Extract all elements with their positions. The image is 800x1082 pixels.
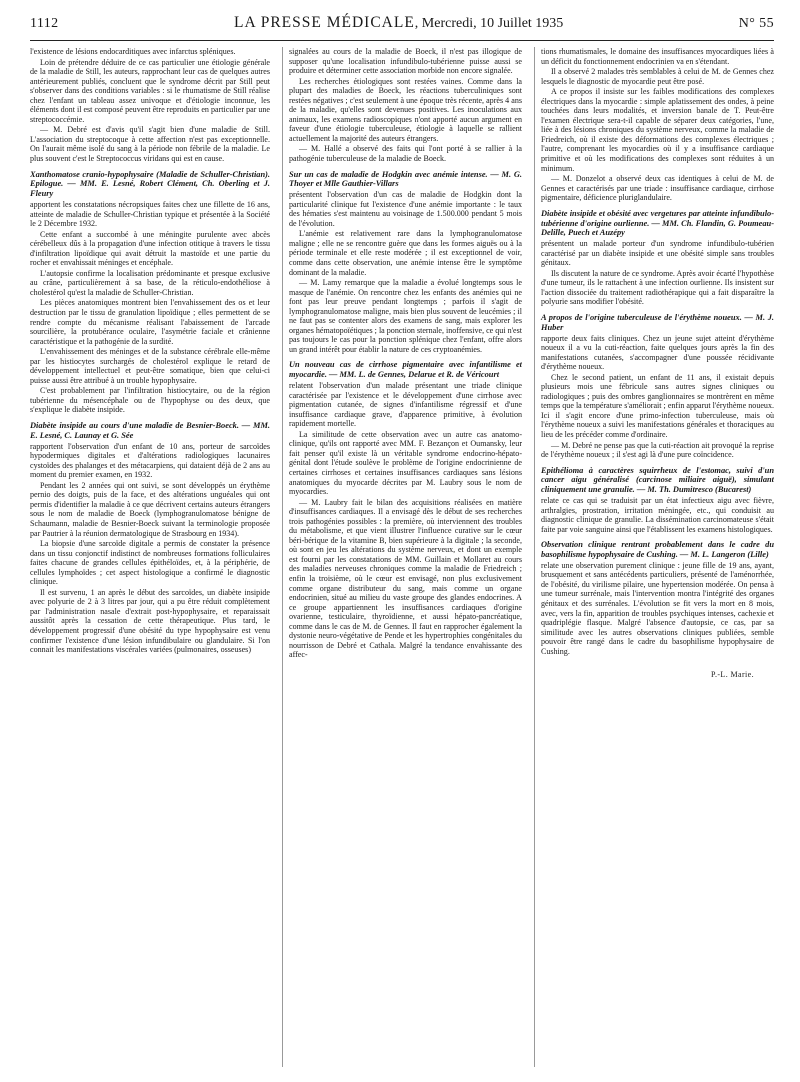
paragraph: — M. Donzelot a observé deux cas identiques à celui de M. de Gennes et caractérisés par une triade : insuffisance cardiaque, cirrhose pigmentaire, déficience pluriglandulaire. bbox=[541, 174, 774, 203]
column-2 bbox=[282, 47, 522, 1067]
paragraph: Loin de prétendre déduire de ce cas particulier une étiologie générale de la maladie de Still, les auteurs, rapprochant leur cas de quelques autres antérieurement publiés, concluent que le syndrome décrit par Still peut s'observer dans des conditions variables : si le rhumatisme de Still réalise chez l'enfant un tableau assez univoque et d'étiologie inconnue, les éléments dont il est composé peuvent être reproduits en particulier par une streptococcémie. bbox=[30, 57, 270, 124]
paragraph: Il a observé 2 malades très semblables à celui de M. de Gennes chez lesquels le diagnostic de myocardie peut être posé. bbox=[541, 67, 774, 86]
issue-number: N° 55 bbox=[738, 16, 774, 31]
journal-title: LA PRESSE MÉDICALE bbox=[234, 14, 415, 31]
issue-date: , Mercredi, 10 Juillet 1935 bbox=[414, 16, 564, 31]
paragraph: L'anémie est relativement rare dans la lymphogranulomatose maligne ; elle ne se rencontre guère que dans les formes aiguës ou à la période terminale et elle reste modérée ; il est exceptionnel de voir, comme dans cette observation, une anémie intense être le symptôme dominant de la maladie. bbox=[289, 229, 522, 277]
journal-masthead bbox=[234, 14, 563, 32]
paragraph: — M. Debré ne pense pas que la cuti-réaction ait provoqué la reprise de l'érythème noueux ; il s'est agi là d'une pure coïncidence. bbox=[541, 440, 774, 460]
paragraph: présentent l'observation d'un cas de maladie de Hodgkin dont la particularité clinique fut l'existence d'une anémie importante : le taux des hématies s'est maintenu au voisinage de 1.500.000 pendant 5 mois de l'évolution. bbox=[289, 190, 522, 228]
paragraph: Les pièces anatomiques montrent bien l'envahissement des os et leur destruction par le tissu de granulation lipoïdique ; elles permettent de se rendre compte du mécanisme réalisant l'abaissement de l'arcade sourcilière, la protubérance oculaire, l'asymétrie faciale et crânienne caractéristique et la pathogénie de la surdité. bbox=[30, 298, 270, 346]
paragraph: Les recherches étiologiques sont restées vaines. Comme dans la plupart des maladies de Boeck, les réactions tuberculiniques sont restées négatives ; c'est seulement à une époque très récente, après 4 ans de la maladie, qu'elles sont devenues positives. Les inoculations aux animaux, les examens radioscopiques n'ont apporté aucun argument en faveur d'une étiologie tuberculeuse, étiologie à laquelle se rallient actuellement la majorité des auteurs étrangers. bbox=[289, 76, 522, 143]
paragraph: A ce propos il insiste sur les faibles modifications des complexes électriques dans la myocardie : simple aplatissement des ondes, à peine touchées dans leurs modalités, et inversion banale de T. Peut-être l'examen électrique sera-t-il capable de séparer deux catégories, l'une, liée à des lésions chroniques du système nerveux, comme la maladie de Friedreich, où il existe des déformations des complexes électriques ; l'autre, comprenant les myocardies où il y a insuffisance cardiaque primitive et où les modifications des complexes sont réduites à un minimum. bbox=[541, 87, 774, 173]
paragraph: rapportent l'observation d'un enfant de 10 ans, porteur de sarcoïdes hypodermiques digitales et d'altérations radiologiques lacunaires cystoïdes des phalanges et des métacarpiens, qui dataient déjà de 2 ans au moment du premier examen, en 1932. bbox=[30, 441, 270, 480]
article-columns bbox=[30, 47, 774, 1067]
column-1 bbox=[30, 47, 270, 1067]
author-signature: P.-L. Marie. bbox=[710, 670, 754, 680]
section-heading: Xanthomatose cranio-hypophysaire (Maladie de Schuller-Christian). Epilogue. — MM. E. Lesné, Robert Clément, Ch. Oberling et J. Fleury bbox=[30, 169, 270, 199]
paragraph: Il est survenu, 1 an après le début des sarcoïdes, un diabète insipide avec polyurie de 2 à 3 litres par jour, qui a pu être réduit complètement par l'administration nasale d'extrait post-hypophysaire, et reparaissait aussitôt après la cessation de cette thérapeutique. Plus tard, le développement progressif d'une obésité du type hypophysaire est venu confirmer l'existence d'une lésion infundibulaire ou glandulaire. Si l'on connait les manifestations viscérales variées (pulmonaires, osseuses) bbox=[30, 587, 270, 655]
paragraph: relate ce cas qui se traduisit par un état infectieux aigu avec fièvre, arthralgies, prostration, irritation méningée, etc., qui conduisit au diagnostic clinique de granulie. La dissémination carcinomateuse s'était faite par voie sanguine ainsi que l'établissent les examens histologiques. bbox=[541, 496, 774, 534]
paragraph: Cette enfant a succombé à une méningite purulente avec abcès cérébelleux dûs à la propagation d'une infection otitique à travers le tissu d'infiltration lipoïdique qui avait détruit la mastoïde et une partie du rocher et envahissait méninges et encéphale. bbox=[30, 229, 270, 268]
paragraph: C'est probablement par l'infiltration histiocytaire, ou de la région tubérienne du mésencéphale ou de l'hypophyse ou des deux, que s'explique le diabète insipide. bbox=[30, 386, 270, 415]
paragraph: Pendant les 2 années qui ont suivi, se sont développés un érythème pernio des doigts, puis de la face, et des altérations unguéales qui ont permis d'identifier la maladie à ce que décrivent certains auteurs étrangers sous le nom de maladie de Boeck (lymphogranulomatose bénigne de Schaumann, maladie de Besnier-Boeck suivant la terminologie proposée par Pautrier à la réunion dermatologique de Strasbourg en 1934). bbox=[30, 480, 270, 538]
paragraph: — M. Debré est d'avis qu'il s'agit bien d'une maladie de Still. L'association du streptocoque à cette affection n'est pas exceptionnelle. On l'aurait même isolé du sang à la période non fébrile de la maladie. Le plus souvent c'est le Streptococcus viridans qui est en cause. bbox=[30, 125, 270, 164]
section-heading: Diabète insipide et obésité avec vergetures par atteinte infundibulo-tubérienne d'origine ourlienne. — MM. Ch. Flandin, G. Poumeau-Delille, Puech et Auzépy bbox=[541, 208, 774, 238]
paragraph: Ils discutent la nature de ce syndrome. Après avoir écarté l'hypothèse d'une tumeur, ils le rattachent à une infection ourlienne. Ils insistent sur l'action dissociée du traitement radiothérapique qui a fait disparaître la polyurie sans modifier l'obésité. bbox=[541, 268, 774, 307]
section-heading: Observation clinique rentrant probablement dans le cadre du basophilisme hypophysaire de Cushing. — M. L. Langeron (Lille) bbox=[541, 540, 774, 560]
paragraph: — M. Laubry fait le bilan des acquisitions réalisées en matière d'insuffisances cardiaques. Il a envisagé dès le début de ses recherches trois pathogénies possibles : la première, où interviennent des troubles du métabolisme, et que vient illustrer l'influence curative sur le cœur béri-bérique de la vitamine B, bien supérieure à la digitale ; la seconde, où sont en jeu les altérations du système nerveux, et dont un exemple est fourni par les constatations de MM. Guillain et Mollaret au cours des maladies nerveuses chroniques comme la maladie de Friedreich ; enfin la troisième, où le cœur est envisagé, non plus exclusivement comme organe distributeur du sang, mais comme un organe endocrinien, situé au milieu du vaste groupe des glandes endocrines. A ce groupe appartiennent les insuffisances cardiaques d'origine ovarienne, testiculaire, thyroïdienne, et aussi hépato-pancréatique, comme dans le cas de M. de Gennes. Il faut en rapprocher également la dystonie neuro-végétative de Pende et les hypertrophies congénitales du nourrisson de Debré et Cathala. Malgré la tendance envahissante des affec- bbox=[289, 497, 522, 660]
column-3 bbox=[534, 47, 774, 1067]
paragraph: — M. Hallé a observé des faits qui l'ont porté à se rallier à la pathogénie tuberculeuse de la maladie de Boeck. bbox=[289, 144, 522, 164]
paragraph: — M. Lamy remarque que la maladie a évolué longtemps sous le masque de l'anémie. On rencontre chez les enfants des anémies qui ne font pas leur preuve pendant longtemps ; parfois il s'agit de lymphogranulomatose maligne, mais bien plus souvent de leucémies ; il ne faut pas se contenter alors des examens de sang, mais explorer les organes hématopoïétiques ; la ponction sternale, inoffensive, ce qui n'est pas toujours le cas pour la ponction splénique chez l'enfant, offre alors un grand intérêt pour établir la nature de ces cryptoanémies. bbox=[289, 278, 522, 354]
paragraph: présentent un malade porteur d'un syndrome infundibulo-tubérien caractérisé par un diabète insipide et une obésité simple sans troubles génitaux. bbox=[541, 239, 774, 268]
paragraph: signalées au cours de la maladie de Boeck, il n'est pas illogique de supposer qu'une localisation infundibulo-tubérienne puisse aussi se produire et déterminer cette association morbide non encore signalée. bbox=[289, 47, 522, 76]
section-heading: A propos de l'origine tuberculeuse de l'érythème noueux. — M. J. Huber bbox=[541, 312, 774, 332]
paragraph: relate une observation purement clinique : jeune fille de 19 ans, ayant, brusquement et sans antécédents particuliers, présenté de l'aménorrhée, de l'obésité, du virilisme pilaire, une hypertension modérée. On pensa à une tumeur surrénale, mais l'intervention montra l'intégrité des organes génitaux et des surrénales. L'évolution se fit vers la mort en 8 mois, avec, vers la fin, apparition de troubles psychiques intenses, cachexie et quadriplégie flasque. Malgré l'absence d'autopsie, ce cas, par sa similitude avec les autres observations cliniques publiées, semble pouvoir être rangé dans le cadre du basophilisme hypophysaire de Cushing. bbox=[541, 560, 774, 656]
paragraph: La similitude de cette observation avec un autre cas anatomo-clinique, qu'ils ont rapporté avec MM. F. Bezançon et Oumansky, leur fait penser qu'il existe là un véritable syndrome endocrino-hépato-génital dont l'étude soulève le problème de l'origine endocrinienne de certaines cirrhoses et certaines insuffisances cardiaques sans lésions anatomiques du myocarde décrites par M. Laubry sous le nom de myocardies. bbox=[289, 429, 522, 497]
paragraph: l'existence de lésions endocarditiques avec infarctus spléniques. bbox=[30, 47, 236, 56]
section-heading: Epithélioma à caractères squirrheux de l'estomac, suivi d'un cancer aigu généralisé (carcinose miliaire aiguë), simulant cliniquement une granulie. — M. Th. Dumitresco (Bucarest) bbox=[541, 465, 774, 495]
page-number: 1112 bbox=[30, 16, 59, 31]
paragraph: L'envahissement des méninges et de la substance cérébrale elle-même par les histiocytes surchargés de cholestérol explique le retard de développement intellectuel et peut-être somatique, bien que celui-ci puisse aussi être attribué à un trouble hypophysaire. bbox=[30, 347, 270, 385]
section-heading: Sur un cas de maladie de Hodgkin avec anémie intense. — M. G. Thoyer et Mlle Gauthier-Villars bbox=[289, 169, 522, 189]
paragraph: tions rhumatismales, le domaine des insuffisances myocardiques liées à un déficit du fonctionnement endocrinien va en s'étendant. bbox=[541, 47, 774, 66]
section-heading: Un nouveau cas de cirrhose pigmentaire avec infantilisme et myocardie. — MM. L. de Gennes, Delarue et R. de Véricourt bbox=[289, 360, 522, 380]
paragraph: apportent les constatations nécropsiques faites chez une fillette de 16 ans, atteinte de maladie de Schuller-Christian typique et présentée à la Société le 2 Décembre 1932. bbox=[30, 199, 270, 229]
paragraph: La biopsie d'une sarcoïde digitale a permis de constater la présence dans un tissu conjonctif indistinct de nombreuses formations folliculaires faites chacune de grandes cellules épithéloïdes, et, à la périphérie, de cellules lymphoïdes ; cet aspect histologique a confirmé le diagnostic clinique. bbox=[30, 539, 270, 587]
paragraph: relatent l'observation d'un malade présentant une triade clinique caractérisée par l'existence et le développement d'une cirrhose avec pigmentation cutanée, de signes d'infantilisme régressif et d'une insuffisance cardiaque grave, d'apparence primitive, à évolution rapidement mortelle. bbox=[289, 381, 522, 429]
paragraph: rapporte deux faits cliniques. Chez un jeune sujet atteint d'érythème noueux il a vu la cuti-réaction, faite quelques jours après la fin des manifestations cutanées, s'accompagner d'une poussée récidivante d'érythème noueux. bbox=[541, 333, 774, 372]
section-heading: Diabète insipide au cours d'une maladie de Besnier-Boeck. — MM. E. Lesné, C. Launay et G. Sée bbox=[30, 420, 270, 440]
paragraph: L'autopsie confirme la localisation prédominante et presque exclusive au crâne, particulièrement à sa base, de la réticulo-endothéliose à cholestérol qu'est la maladie de Schuller-Christian. bbox=[30, 268, 270, 297]
paragraph: Chez le second patient, un enfant de 11 ans, il existait depuis plusieurs mois une fébricule sans autres signes cliniques ou radiologiques ; puis des ombres ganglionnaires se montrèrent en même temps que la température s'améliorait ; enfin apparut l'érythème noueux. Ici il s'agit encore d'une primo-infection tuberculeuse, mais où l'érythème noueux a suivi les manifestations générales et thoraciques au lieu de les précéder comme d'ordinaire. bbox=[541, 372, 774, 440]
page-header bbox=[30, 14, 774, 41]
